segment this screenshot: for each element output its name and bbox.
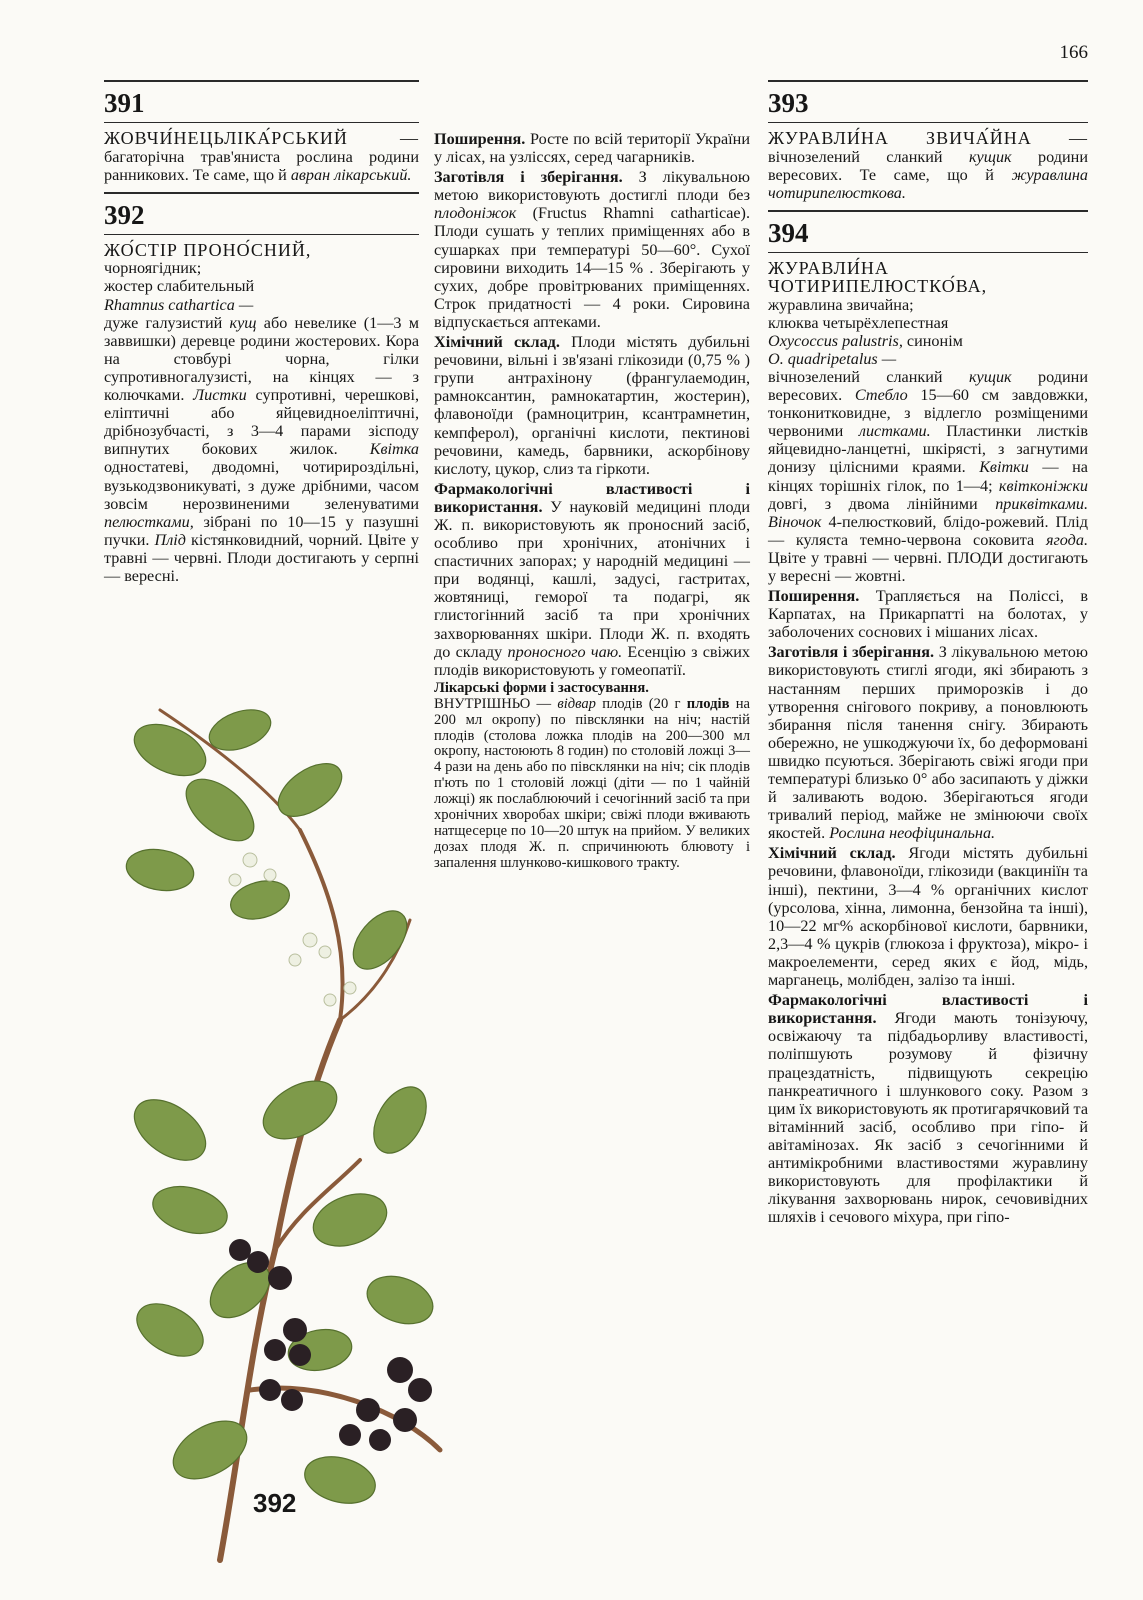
text: З лікувальною метою використовують стиглі ягоди, які збирають з настанням перших приморозків і до утворення снігового покриву, а поновлюють збирання після танення снігу. Збирають обережно, не ушкоджуючи їх, бо деформовані швидко псуються. Зберігають свіжі ягоди при температурі близько 0° або засипають у діжки й заливають водою. Зберігаються ягоди тривалий період, майже не змінюючи своїх якостей. [768,643,1088,843]
text-italic: листками. [858,422,931,441]
entry-title: ЖОВЧИ́НЕЦЬЛІКА́РСЬКИЙ — [104,128,419,148]
text: на 200 мл окропу) по півсклянки на ніч; настій плодів (столова ложка плодів на 200—300 мл окропу, настоюють 8 годин) по столовій ложці 3—4 рази на день або по півсклянки на ніч; сік плодів п'ють по 1 столовій ложці (діти — по 1 чайній ложці) як послаблюючий і сечогінний засіб та при хронічних хворобах шкіри; свіжі плоди вживають натщесерце по 10—20 штук на прийом. У великих дозах плодя Ж. п. спричинюють блювоту і запалення шлунково-кишкового тракту. [434,695,751,871]
text-italic: проносного чаю. [507,642,623,661]
entry-number: 391 [104,88,145,118]
entry-number: 392 [104,200,145,231]
text: довгі, з двома лінійними [768,494,996,513]
text-italic: приквітками. [995,494,1088,513]
plate-number: 392 [253,1488,297,1518]
text: Ягоди мають тонізуючу, освіжаючу та підбадьорливу властивості, поліпшують розумову й фізичну працездатність, підвищують секрецію панкреатичного і шлункового соку. Разом з цим їх використовують як протигарячковий та вітамінний засіб, особливо при гіпо- й авітамінозах. Як засіб з сечогінними й антимікробними властивостями журавлину використовують для профілактики й лікування захворювань нирок, сечовивідних шляхів і сечового міхура, при гіпо- [768,1009,1089,1227]
middle-column [434,130,750,874]
description [768,368,1088,585]
entry-header-393 [768,80,1088,123]
text: Пластинки листків яйцевидно-ланцетні, шкірясті, з загнутими донизу цілісними краями. [768,422,1088,477]
buckthorn-illustration [100,690,445,1580]
text-italic: Квітка [369,440,419,459]
entry-number: 394 [768,218,809,249]
text: Есенцію з свіжих плодів використовують у гомеопатії. [434,642,750,679]
synonym: чорноягідник; [104,259,202,278]
text: Росте по всій території України у лісах, на узліссях, серед чагарників. [434,130,750,167]
text-italic: кущ [229,313,257,332]
description [104,314,419,585]
text: супротивні, черешкові, еліптичні або яйцевидноеліптичні, дрібнозубчасті, з 3—4 парами зісподу випнутих бокових жилок. [104,386,419,459]
latin-text: Oxycoccus palustris, [768,331,903,350]
text-italic: Віночок [768,512,822,531]
entry-title: ЖУРАВЛИ́НА ЧОТИРИПЕЛЮСТКО́ВА, [768,258,988,297]
russian-name: клюква четырёхлепестная [768,313,949,332]
text: родини вересових. Те саме, що й [768,148,1088,185]
text-caps: ВНУТРІШНЬО — [434,695,552,712]
paragraph-chemistry [434,333,750,478]
paragraph-distribution [768,587,1088,641]
entry-391 [104,129,419,184]
text: плодів (20 г [595,695,687,712]
text: (Fructus Rhamni catharticae). Плоди сушать у теплих приміщеннях або в сушарках при температурі 50—60°. Сухої сировини виходить 14—15 % . Зберігають у сухих, добре провітрюваних приміщеннях. Строк придатності — 4 роки. Сировина відпускається аптеками. [434,204,750,331]
section-heading: Лікарські форми і застосування. [434,679,649,696]
text: Цвіте у травні — червні. ПЛОДИ достигають у вересні — жовтні. [768,548,1088,585]
text-italic: кущик [968,367,1012,386]
section-heading: Заготівля і зберігання. [768,643,935,662]
text: Трапляється на Поліссі, в Карпатах, на Прикарпатті на болотах, у заболочених соснових і мішаних лісах. [768,587,1088,642]
latin-name: Rhamnus cathartica — [104,295,254,314]
text: У науковій медицині плоди Ж. п. використовують як проносний засіб, особливо при хронічних, атонічних і спастичних запорах; у народній медицині — при водянці, кашлі, задусі, гастритах, жовтяниці, геморої та подагрі, як глистогінний засіб та при хронічних захворюваннях шкіри. Плоди Ж. п. входять до складу [434,497,750,661]
section-heading: Фармакологічні властивості і використання. [768,991,1088,1028]
section-heading: Заготівля і зберігання. [434,168,623,187]
entry-header-392 [104,192,419,235]
russian-name: жостер слабительный [104,277,255,296]
entry-header-394 [768,210,1088,253]
paragraph-distribution [434,130,750,166]
text: синонім [902,331,963,350]
left-column [104,80,419,587]
text: Плоди містять дубильні речовини, вільні і зв'язані глікозиди (0,75 % ) групи антрахінону (франгулаемодин, рамноксантин, рамнокатартин, жостерин), флавоноїди (рамноцитрин, ксантрамнетин, кемпферол), органічні кислоти, пектинові речовини, камедь, барвники, аскорбінову кислоту, цукор, слиз та гіркоти. [434,333,750,478]
entry-393 [768,129,1088,202]
text-italic: плодоніжок [434,204,517,223]
text-italic: Квітки [979,458,1029,477]
text-italic: Рослина неофіцинальна. [829,824,996,843]
section-heading: Хімічний склад. [434,333,560,352]
text: або невелике (1—3 м заввишки) деревце родини жостерових. Кора на стовбурі чорна, гілки супротивногалузисті, на кінцях — з колючками. [104,313,419,405]
latin-synonym: O. quadripetalus — [768,349,897,368]
text: З лікувальною метою використовують достиглі плоди без [434,168,750,205]
text: вічнозелений сланкий [768,367,969,386]
entry-number: 393 [768,88,809,118]
section-heading: Поширення. [434,130,526,148]
paragraph-pharmacology [768,991,1088,1226]
paragraph-harvesting [768,643,1088,842]
paragraph-dosage [434,681,750,872]
text-bold: плодів [686,695,730,712]
cross-reference-link[interactable]: авран лікарський. [290,166,412,185]
text-italic: пелюстками, [104,512,194,531]
entry-title: ЖО́СТІР ПРОНО́СНИЙ, [104,240,312,261]
text-italic: квітконіжки [998,476,1088,495]
section-heading: Поширення. [768,587,860,606]
cross-reference-link[interactable]: журавлина чотирипелюсткова. [768,166,1088,203]
entry-392 [104,241,419,585]
paragraph-harvesting [434,168,750,331]
text: дуже галузистий [104,313,230,332]
entry-394 [768,259,1088,1226]
text: Ягоди містять дубильні речовини, флавоноїди, глікозиди (вакциніїн та інші), пектини, 3—4 % органічних кислот (урсолова, хінна, лимонна, бензойна та інші), 10—22 мг% аскорбінової кислоти, барвники, 2,3—4 % цукрів (глюкоза і фруктоза), мікро- і макроелементи, серед яких є йод, мідь, марганець, молібден, залізо та інші. [768,844,1088,990]
right-column [768,80,1088,1228]
text-italic: ягода. [1045,530,1088,549]
paragraph-chemistry [768,844,1088,989]
text: вічнозелений сланкий [768,148,969,167]
latin-name [768,332,1088,350]
entry-header-391 [104,80,419,123]
text-italic: Стебло [854,386,908,405]
synonym: журавлина звичайна; [768,295,914,314]
text: 4-пелюстковий, блідо-рожевий. Плід — куляста темно-червона соковита [768,512,1088,549]
text: кістянковидний, чорний. Цвіте у травні — червні. Плоди достигають у серпні — вересні. [104,530,419,585]
page-number: 166 [1059,42,1088,63]
paragraph-pharmacology [434,480,750,679]
entry-title: ЖУРАВЛИ́НА ЗВИЧА́ЙНА — [768,128,1088,148]
text: одностатеві, дводомні, чотирироздільні, вузькодзвоникуваті, з дуже дрібними, часом зовсім нерозвиненими зеленуватими [104,458,419,513]
text-italic: відвар [551,695,596,712]
text-italic: кущик [968,148,1012,167]
entry-text: багаторічна трав'яниста рослина родини ранникових. Те саме, що й [104,148,419,185]
text: зібрані по 10—15 у пазушні пучки. [104,512,419,549]
section-heading: Фармакологічні властивості і використання. [434,479,750,516]
text-italic: Плід [154,530,186,549]
text: — на кінцях торішніх гілок, по 1—4; [768,458,1088,495]
text-italic: Листки [193,386,247,405]
section-heading: Хімічний склад. [768,844,896,863]
text: родини вересових. [768,367,1088,405]
text: 15—60 см завдовжки, тонконитковидне, з відлегло розміщеними червоними [768,386,1088,441]
